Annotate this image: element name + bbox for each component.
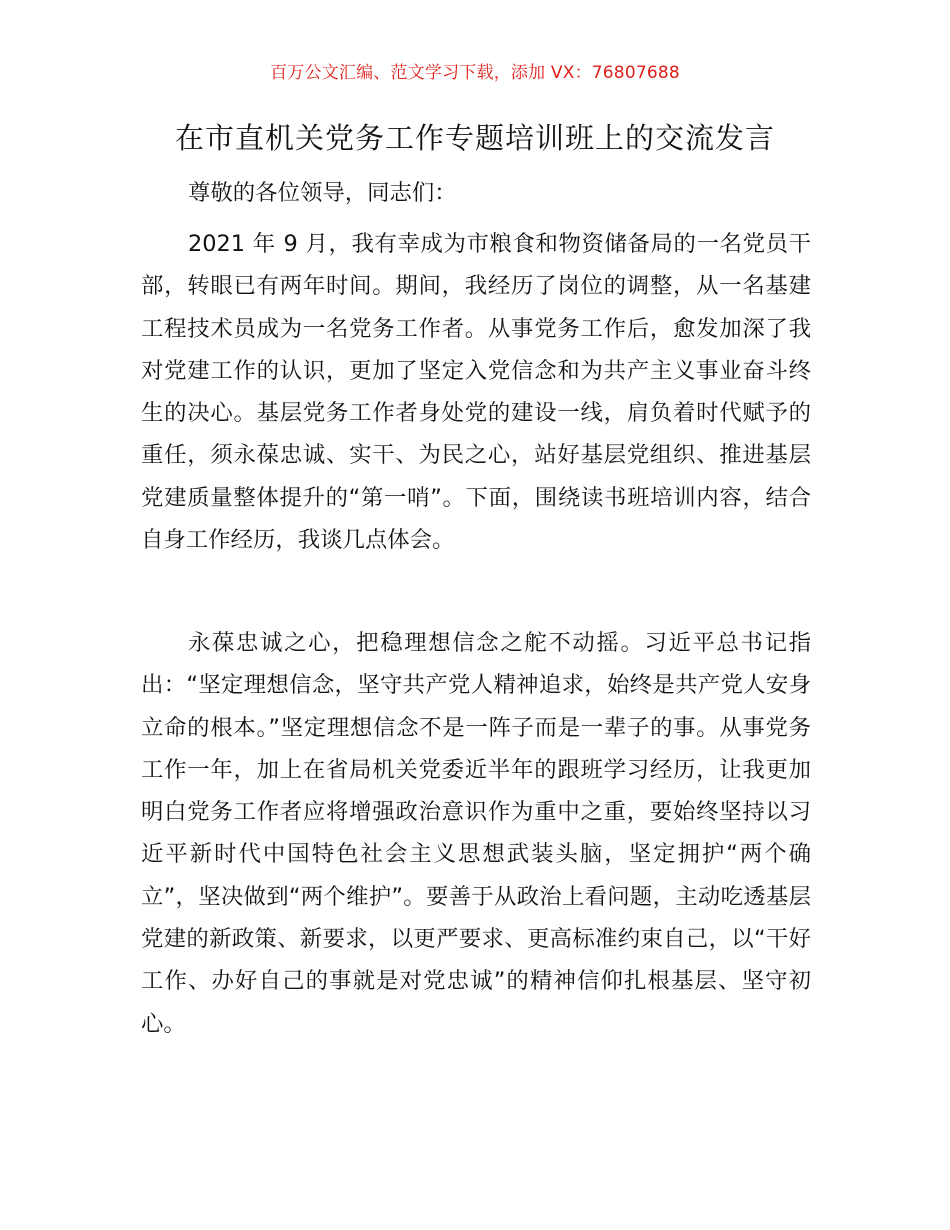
paragraph-loyalty: 永葆忠诚之心，把稳理想信念之舵不动摇。习近平总书记指出：“坚定理想信念，坚守共产党人精神追求，始终是共产党人安身立命的根本。”坚定理想信念不是一阵子而是一辈子的事。从事党务工作一年，加上在省局机关党委近半年的跟班学习经历，让我更加明白党务工作者应将增强政治意识作为重中之重，要始终坚持以习近平新时代中国特色社会主义思想武装头脑，坚定拥护“两个确立”，坚决做到“两个维护”。要善于从政治上看问题，主动吃透基层党建的新政策、新要求，以更严要求、更高标准约束自己，以“干好工作、办好自己的事就是对党忠诚”的精神信仰扎根基层、坚守初心。 (141, 630, 811, 1037)
salutation: 尊敬的各位领导，同志们： (188, 180, 457, 206)
promo-banner: 百万公文汇编、范文学习下载，添加 VX：76807688 (270, 63, 680, 83)
document-title: 在市直机关党务工作专题培训班上的交流发言 (174, 121, 775, 155)
paragraph-intro: 2021 年 9 月，我有幸成为市粮食和物资储备局的一名党员干部，转眼已有两年时间。期间，我经历了岗位的调整，从一名基建工程技术员成为一名党务工作者。从事党务工作后，愈发加深了我对党建工作的认识，更加了坚定入党信念和为共产主义事业奋斗终生的决心。基层党务工作者身处党的建设一线，肩负着时代赋予的重任，须永葆忠诚、实干、为民之心，站好基层党组织、推进基层党建质量整体提升的“第一哨”。下面，围绕读书班培训内容，结合自身工作经历，我谈几点体会。 (141, 231, 811, 554)
